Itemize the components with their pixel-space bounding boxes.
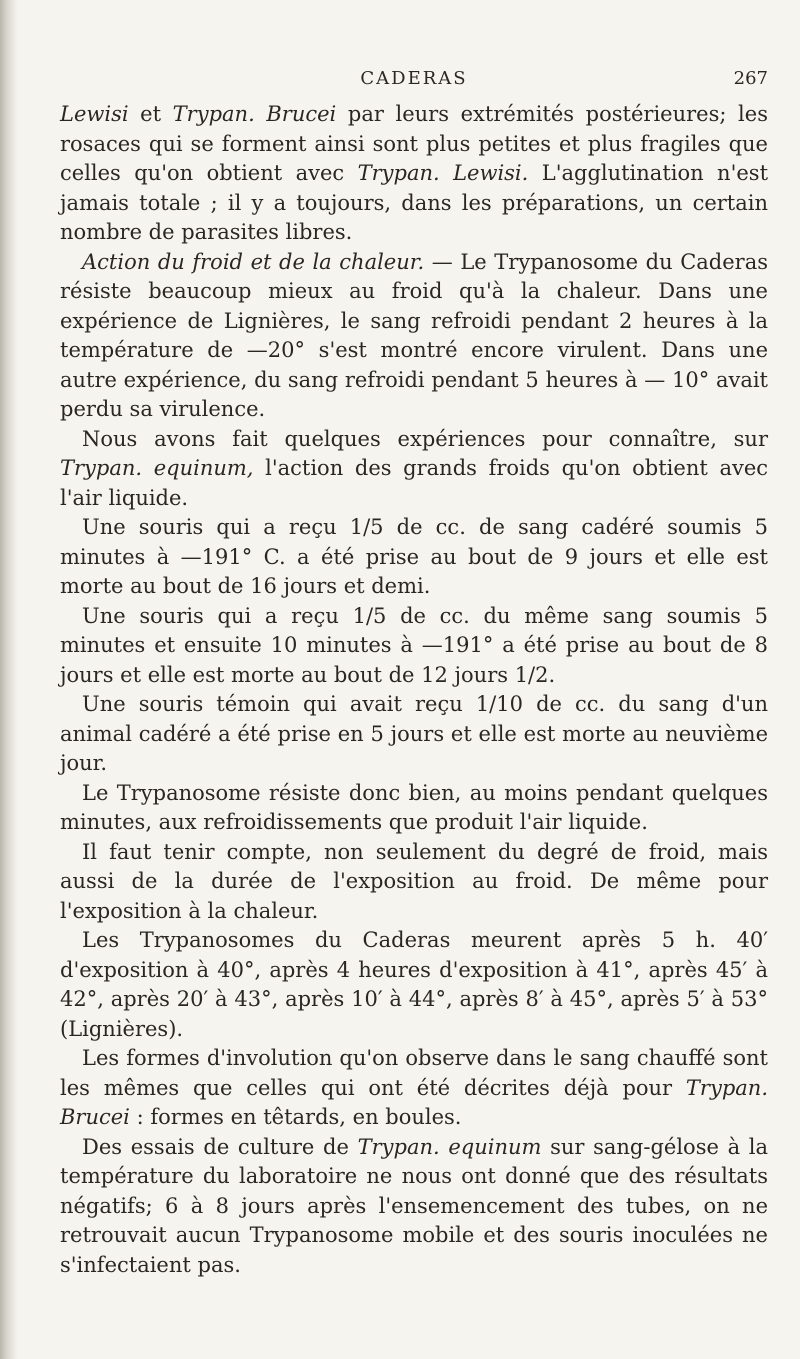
paragraph bbox=[60, 838, 768, 927]
italic-run: Trypan. equinum, bbox=[60, 456, 254, 480]
page-edge-shadow bbox=[0, 0, 18, 1359]
italic-run: Trypan. Brucei bbox=[172, 102, 337, 126]
text-run: et bbox=[128, 102, 173, 126]
italic-run: Trypan. Lewisi. bbox=[357, 161, 529, 185]
text-run: par leurs extrémités postérieures; les rosaces qui se forment ainsi sont plus petites et plus fragiles que celles qu'on obtient avec bbox=[60, 102, 768, 185]
text-run: Le Trypanosome résiste donc bien, au moins pendant quelques minutes, aux refroidissements que produit l'air liquide. bbox=[60, 780, 768, 834]
text-run: Une souris témoin qui avait reçu 1/10 de cc. du sang d'un animal cadéré a été prise en 5 jours et elle est morte au neuvième jour. bbox=[60, 692, 768, 775]
paragraph bbox=[60, 602, 768, 691]
text-run: Une souris qui a reçu 1/5 de cc. du même sang soumis 5 minutes et ensuite 10 minutes à —191° a été prise au bout de 8 jours et elle est morte au bout de 12 jours 1/2. bbox=[60, 603, 768, 687]
page-header bbox=[60, 66, 768, 92]
text-run: l'action des grands froids qu'on obtient avec l'air liquide. bbox=[60, 456, 769, 510]
paragraph bbox=[60, 690, 768, 779]
page-number: 267 bbox=[733, 68, 768, 89]
paragraph bbox=[60, 779, 768, 838]
italic-run: Action du froid et de la chaleur. bbox=[82, 249, 425, 274]
text-run: Nous avons fait quelques expériences pour connaître, sur bbox=[82, 426, 768, 451]
paragraph bbox=[60, 1044, 768, 1133]
text-run: Une souris qui a reçu 1/5 de cc. de sang cadéré soumis 5 minutes à —191° C. a été prise au bout de 9 jours et elle est morte au bout de 16 jours et demi. bbox=[60, 515, 768, 598]
running-title: CADERAS bbox=[360, 68, 468, 89]
text-run: : formes en têtards, en boules. bbox=[129, 1105, 462, 1129]
paragraph bbox=[60, 513, 768, 602]
paragraph bbox=[60, 425, 768, 514]
text-run: sur sang-gélose à la température du laboratoire ne nous ont donné que des résultats négatifs; 6 à 8 jours après l'ensemencement des tubes, on ne retrouvait aucun Trypanosome mobile et des souris inoculées ne s'infectaient pas. bbox=[60, 1134, 769, 1277]
text-run: Les formes d'involution qu'on observe dans le sang chauffé sont les mêmes que celles qui ont été décrites déjà pour bbox=[60, 1046, 768, 1100]
italic-run: Trypan. Brucei bbox=[60, 1075, 768, 1129]
text-run: L'agglutination n'est jamais totale ; il y a toujours, dans les préparations, un certain nombre de parasites libres. bbox=[60, 161, 769, 244]
body-text bbox=[60, 100, 768, 1280]
paragraph bbox=[60, 100, 768, 248]
paragraph bbox=[60, 1133, 768, 1281]
text-run: Des essais de culture de bbox=[82, 1134, 358, 1159]
text-run: Il faut tenir compte, non seulement du degré de froid, mais aussi de la durée de l'exposition au froid. De même pour l'exposition à la chaleur. bbox=[60, 839, 768, 923]
italic-run: Trypan. equinum bbox=[357, 1134, 542, 1159]
paragraph bbox=[60, 926, 768, 1044]
text-run: — Le Trypanosome du Caderas résiste beaucoup mieux au froid qu'à la chaleur. Dans une expérience de Lignières, le sang refroidi pendant 2 heures à la température de —20° s'est montré encore virulent. Dans une autre expérience, du sang refroidi pendant 5 heures à — 10° avait perdu sa virulence. bbox=[60, 249, 769, 421]
paragraph bbox=[60, 248, 768, 425]
italic-run: Lewisi bbox=[60, 102, 129, 126]
text-run: Les Trypanosomes du Caderas meurent après 5 h. 40′ d'exposition à 40°, après 4 heures d'exposition à 41°, après 45′ à 42°, après 20′ à 43°, après 10′ à 44°, après 8′ à 45°, après 5′ à 53° (Lignières). bbox=[60, 928, 768, 1041]
